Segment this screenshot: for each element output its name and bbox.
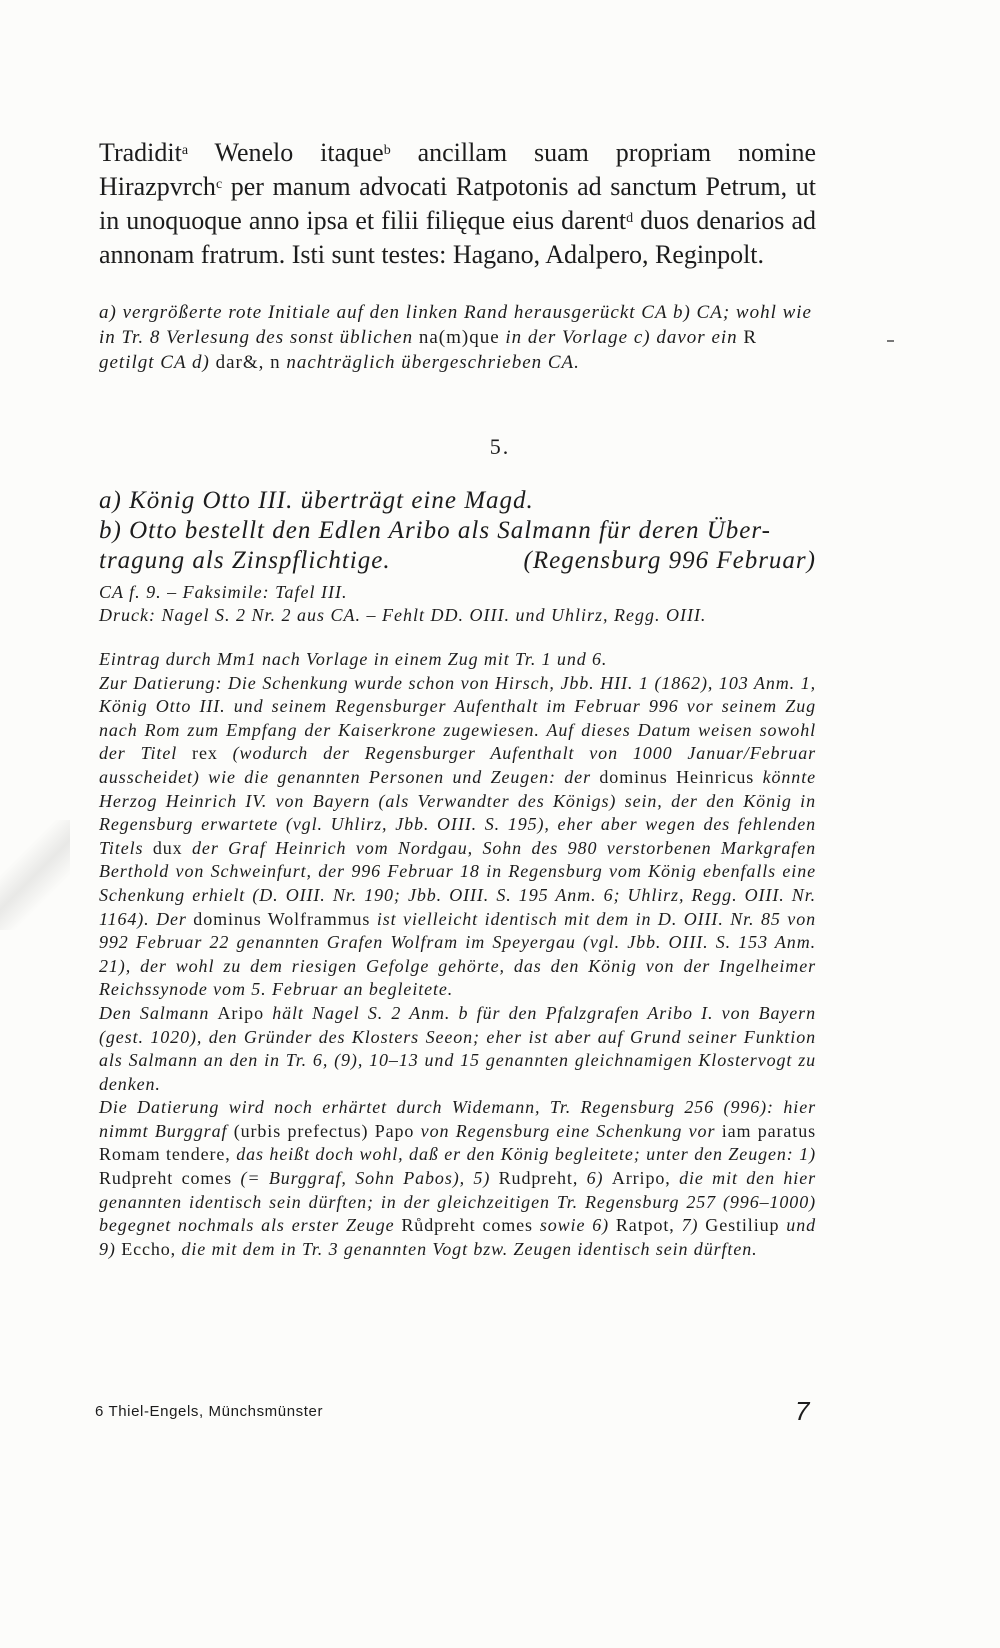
margin-mark — [887, 340, 894, 342]
tradition-info: CA f. 9. – Faksimile: Tafel III. Druck: Nagel S. 2 Nr. 2 aus CA. – Fehlt DD. OIII. und Uhlirz, Regg. OIII. — [99, 582, 707, 625]
commentary-paragraph: Zur Datierung: Die Schenkung wurde schon von Hirsch, Jbb. HII. 1 (1862), 103 Anm. 1, König Otto III. und seinem Regensburger Aufenthalt im Februar 996 vor seinem Zug nach Rom zum Empfang der Kaiserkrone zugewiesen. Auf dieses Datum weisen sowohl der Titel rex (wodurch der Regensburger Aufenthalt von 1000 Januar/Februar ausscheidet) wie die genannten Personen und Zeugen: der dominus Heinricus könnte Herzog Heinrich IV. von Bayern (als Verwandter des Königs) sein, der den König in Regensburg erwartete (vgl. Uhlirz, Jbb. OIII. S. 195), eher aber wegen des fehlenden Titels dux der Graf Heinrich vom Nordgau, Sohn des 980 verstorbenen Markgrafen Berthold von Schweinfurt, der 996 Februar 18 in Regensburg vom König ebenfalls eine Schenkung erhielt (D. OIII. Nr. 190; Jbb. OIII. S. 195 Anm. 6; Uhlirz, Regg. OIII. Nr. 1164). Der dominus Wolframmus ist vielleicht identisch mit dem in D. OIII. Nr. 85 von 992 Februar 22 genannten Grafen Wolfram im Speyergau (vgl. Jbb. OIII. S. 153 Anm. 21), der wohl zu dem riesigen Gefolge gehörte, das den König von der Ingelheimer Reichssynode vom 5. Februar an begleitete. — [99, 672, 817, 1000]
charter-text: Tradidit$^a$ Wenelo itaque$^b$ ancillam suam propriam nomine Hirazpvrch$^c$ per manum advocati Ratpotonis ad sanctum Petrum, ut in unoquoque anno ipsa et filii filięque eius darent$^d$ duos denarios ad annonam fratrum. Isti sunt testes: Hagano, Adalpero, Reginpolt. — [99, 138, 817, 269]
footnote-marker-a: a — [181, 143, 189, 158]
textual-notes: a) vergrößerte rote Initiale auf den linken Rand herausgerückt CA b) CA; wohl wie in Tr. 8 Verlesung des sonst üblichen na(m)que in der Vorlage c) davor ein R getilgt CA d) dar&, n nachträglich übergeschrieben CA. — [99, 302, 812, 373]
scan-smudge — [0, 820, 70, 930]
regest-line: tragung als Zinspflichtige. (Regensburg 996 Februar) — [99, 547, 816, 574]
regest-date: (Regensburg 996 Februar) — [523, 547, 816, 574]
regest — [99, 486, 816, 576]
commentary-paragraph: Die Datierung wird noch erhärtet durch Widemann, Tr. Regensburg 256 (996): hier nimmt Burggraf (urbis prefectus) Papo von Regensburg eine Schenkung vor iam paratus Romam tendere, das heißt doch wohl, daß er den König begleitete; unter den Zeugen: 1) Rudpreht comes (= Burggraf, Sohn Pabos), 5) Rudpreht, 6) Arripo, die mit den hier genannten identisch sein dürften; in der gleichzeitigen Tr. Regensburg 257 (996–1000) begegnet nochmals als erster Zeuge Růdpreht comes sowie 6) Ratpot, 7) Gestiliup und 9) Eccho, die mit dem in Tr. 3 genannten Vogt bzw. Zeugen identisch sein dürften. — [99, 1097, 817, 1259]
commentary-paragraph: Eintrag durch Mm1 nach Vorlage in einem Zug mit Tr. 1 und 6. — [99, 649, 608, 669]
commentary-paragraph: Den Salmann Aripo hält Nagel S. 2 Anm. b für den Pfalzgrafen Aribo I. von Bayern (gest. 1020), den Gründer des Klosters Seeon; eher ist aber auf Grund seiner Funktion als Salmann an den in Tr. 6, (9), 10–13 und 15 genannten gleichnamigen Klostervogt zu denken. — [99, 1002, 816, 1094]
signature-line: 6 Thiel-Engels, Münchsmünster — [95, 1403, 324, 1420]
page-number: 7 — [795, 1396, 810, 1426]
document-number: 5. — [489, 434, 511, 459]
regest-line: a) König Otto III. überträgt eine Magd. — [99, 487, 534, 514]
footnote-marker-b: b — [383, 143, 391, 158]
commentary — [99, 648, 816, 1261]
footnote-marker-c: c — [215, 177, 223, 192]
footnote-marker-d: d — [626, 211, 634, 226]
regest-line: b) Otto bestellt den Edlen Aribo als Salmann für deren Über- — [99, 517, 771, 544]
